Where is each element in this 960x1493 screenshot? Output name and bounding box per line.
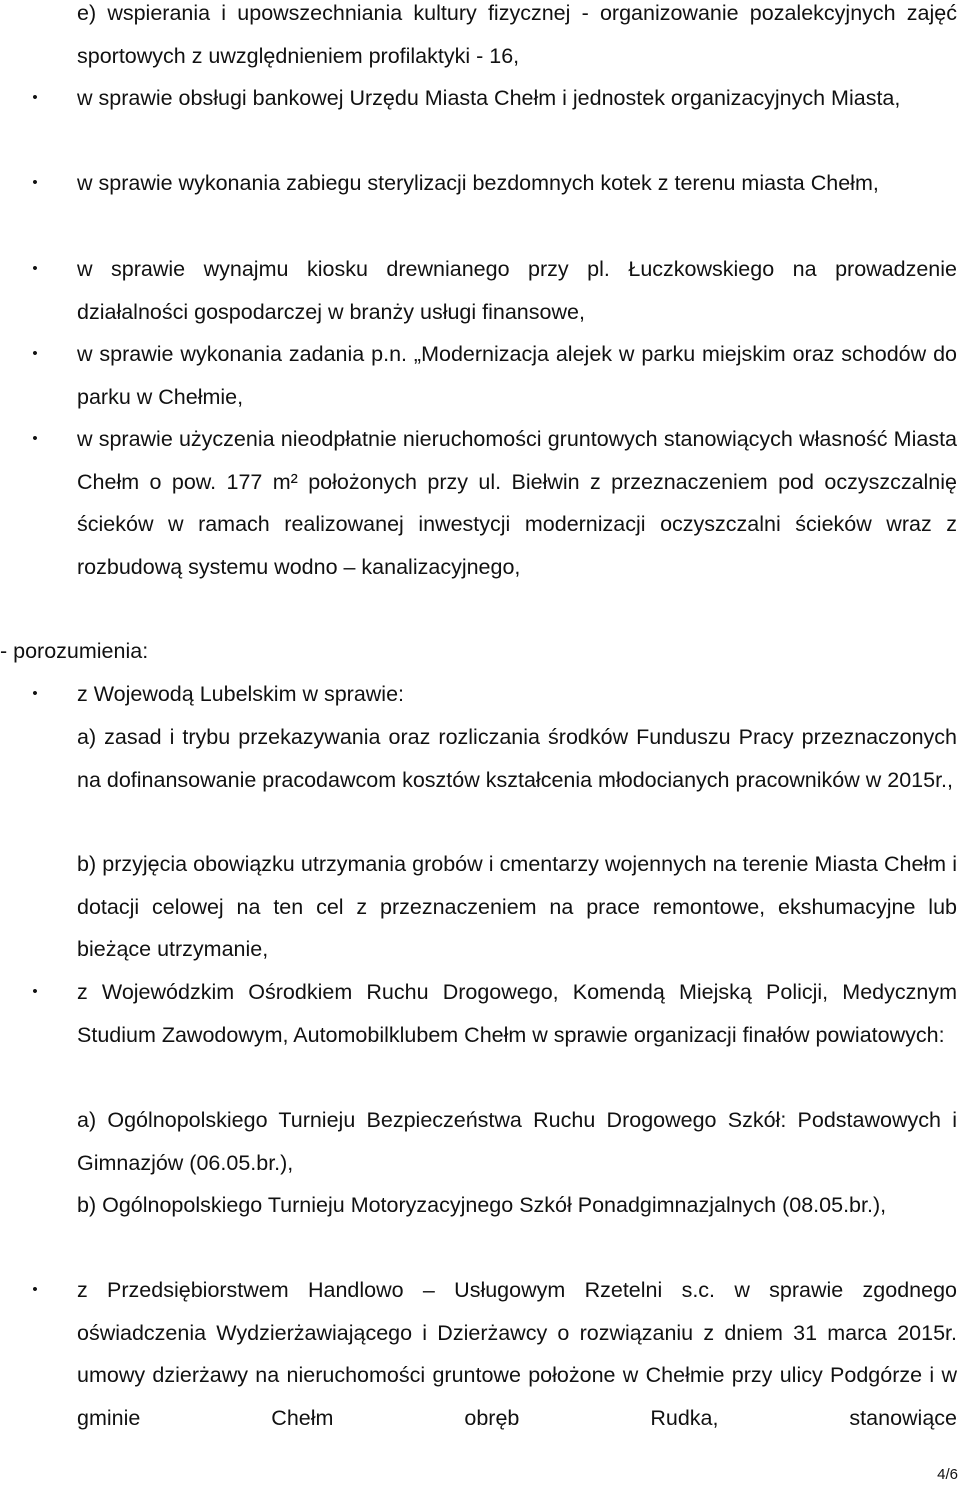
bullet-icon: •	[32, 1281, 38, 1298]
bullet-icon: •	[32, 430, 38, 447]
bullet-icon: •	[32, 174, 38, 191]
paragraph-bank-service: w sprawie obsługi bankowej Urzędu Miasta Chełm i jednostek organizacyjnych Miasta,	[77, 86, 901, 110]
paragraph-war-graves: b) przyjęcia obowiązku utrzymania grobów i cmentarzy wojennych na terenie Miasta Chełm i dotacji celowej na ten cel z przeznaczeniem na prace remontowe, ekshumacyjne lub bieżące utrzymanie,	[77, 852, 957, 962]
bullet-icon: •	[32, 983, 38, 1000]
paragraph-land-lending: w sprawie użyczenia nieodpłatnie nieruchomości gruntowych stanowiących własność Miasta Chełm o pow. 177 m² położonych przy ul. Biełwin z przeznaczeniem pod oczyszczalnię ścieków w ramach realizowanej inwestycji modernizacji oczyszczalni ścieków wraz z rozbudową systemu wodno – kanalizacyjnego,	[77, 427, 957, 580]
paragraph-voivode: z Wojewodą Lubelskim w sprawie:	[77, 682, 405, 706]
bullet-icon: •	[32, 89, 38, 106]
paragraph-labour-fund: a) zasad i trybu przekazywania oraz rozliczania środków Funduszu Pracy przeznaczonych na dofinansowanie pracodawcom kosztów kształcenia młodocianych pracowników w 2015r.,	[77, 725, 957, 792]
bullet-icon: •	[32, 345, 38, 362]
paragraph-park-modernization: w sprawie wykonania zadania p.n. „Modernizacja alejek w parku miejskim oraz schodów do parku w Chełmie,	[77, 342, 957, 409]
paragraph-road-traffic-centre: z Wojewódzkim Ośrodkiem Ruchu Drogowego, Komendą Miejską Policji, Medycznym Studium Zawodowym, Automobilklubem Chełm w sprawie organizacji finałów powiatowych:	[77, 980, 957, 1047]
paragraph-motor-tournament: b) Ogólnopolskiego Turnieju Motoryzacyjnego Szkół Ponadgimnazjalnych (08.05.br.),	[77, 1193, 887, 1217]
paragraph-lease-termination: z Przedsiębiorstwem Handlowo – Usługowym Rzetelni s.c. w sprawie zgodnego oświadczenia Wydzierżawiającego i Dzierżawcy o rozwiązaniu z dniem 31 marca 2015r. umowy dzierżawy na nieruchomości gruntowe położone w Chełmie przy ulicy Podgórze i w gminie Chełm obręb Rudka, stanowiące	[77, 1278, 957, 1431]
page-number: 4/6	[937, 1466, 958, 1483]
paragraph-sport: e) wspierania i upowszechniania kultury fizycznej - organizowanie pozalekcyjnych zajęć sportowych z uwzględnieniem profilaktyki - 16,	[77, 1, 957, 68]
paragraph-road-safety-tournament: a) Ogólnopolskiego Turnieju Bezpieczeństwa Ruchu Drogowego Szkół: Podstawowych i Gimnazjów (06.05.br.),	[77, 1108, 957, 1175]
bullet-icon: •	[32, 260, 38, 277]
section-heading-agreements: - porozumienia:	[0, 639, 149, 663]
paragraph-sterilization: w sprawie wykonania zabiegu sterylizacji bezdomnych kotek z terenu miasta Chełm,	[77, 171, 879, 195]
paragraph-kiosk-rental: w sprawie wynajmu kiosku drewnianego przy pl. Łuczkowskiego na prowadzenie działalności gospodarczej w branży usługi finansowe,	[77, 257, 957, 324]
bullet-icon: •	[32, 685, 38, 702]
